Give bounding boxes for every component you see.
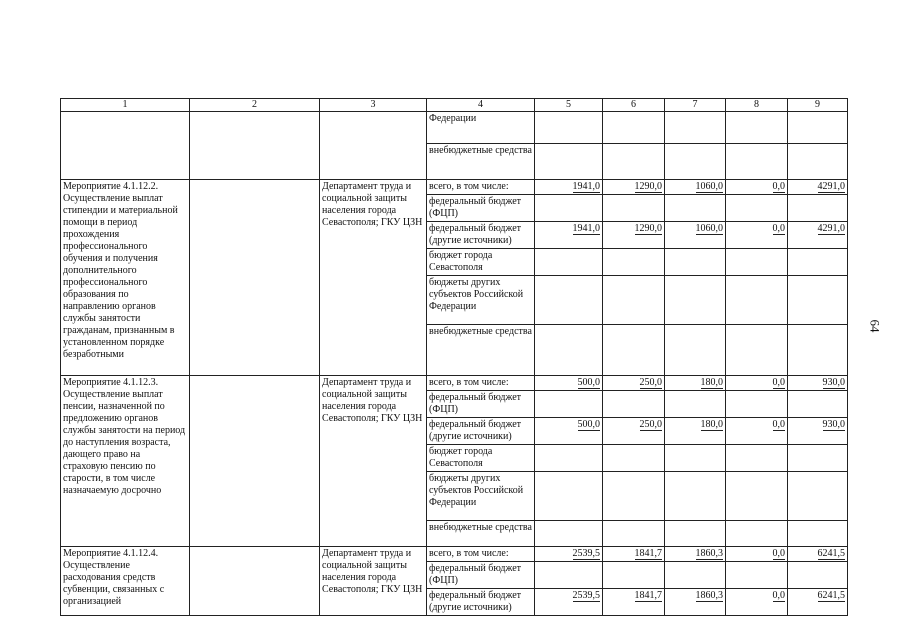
- value-cell: 180,0: [700, 419, 723, 430]
- funding-source: внебюджетные средства: [427, 521, 535, 547]
- funding-source: всего, в том числе:: [427, 547, 535, 562]
- measure-name: Мероприятие 4.1.12.3. Осуществление выплат пенсии, назначенной по предложению органов службы занятости на период до наступления возраста, дающего право на страховую пенсию по старости, в том числе назначаемую досрочно: [61, 376, 190, 547]
- value-cell: 1841,7: [634, 548, 662, 559]
- table-row: [61, 547, 848, 562]
- executor: Департамент труда и социальной защиты населения города Севастополя; ГКУ ЦЗН: [320, 376, 427, 547]
- value-cell: 930,0: [822, 419, 845, 430]
- funding-source: федеральный бюджет (ФЦП): [427, 562, 535, 589]
- empty-cell: [190, 547, 320, 616]
- value-cell: 0,0: [772, 590, 785, 601]
- column-header: 3: [320, 99, 427, 112]
- funding-source: внебюджетные средства: [427, 144, 535, 180]
- value-cell: 500,0: [577, 377, 600, 388]
- funding-source: федеральный бюджет (другие источники): [427, 418, 535, 445]
- table-row: [61, 180, 848, 195]
- value-cell: 1290,0: [634, 223, 662, 234]
- funding-source: внебюджетные средства: [427, 325, 535, 376]
- budget-table: [60, 98, 848, 616]
- value-cell: 2539,5: [572, 590, 600, 601]
- funding-source: федеральный бюджет (другие источники): [427, 222, 535, 249]
- header-row: [61, 99, 848, 112]
- column-header: 1: [61, 99, 190, 112]
- value-cell: 1060,0: [695, 181, 723, 192]
- table-row: [61, 376, 848, 391]
- value-cell: 250,0: [639, 419, 662, 430]
- value-cell: 250,0: [639, 377, 662, 388]
- column-header: 4: [427, 99, 535, 112]
- funding-source: федеральный бюджет (ФЦП): [427, 391, 535, 418]
- funding-source: федеральный бюджет (другие источники): [427, 589, 535, 616]
- value-cell: 0,0: [772, 419, 785, 430]
- value-cell: 0,0: [772, 181, 785, 192]
- funding-source: бюджеты других субъектов Российской Федерации: [427, 472, 535, 521]
- value-cell: 1941,0: [572, 181, 600, 192]
- executor: Департамент труда и социальной защиты населения города Севастополя; ГКУ ЦЗН: [320, 547, 427, 616]
- value-cell: 0,0: [772, 223, 785, 234]
- funding-source: всего, в том числе:: [427, 376, 535, 391]
- page-number: 64: [867, 319, 883, 333]
- value-cell: 4291,0: [817, 223, 845, 234]
- funding-source: федеральный бюджет (ФЦП): [427, 195, 535, 222]
- column-header: 9: [788, 99, 848, 112]
- value-cell: 180,0: [700, 377, 723, 388]
- funding-source: Федерации: [427, 112, 535, 144]
- empty-cell: [320, 112, 427, 180]
- value-cell: 1941,0: [572, 223, 600, 234]
- empty-cell: [61, 112, 190, 180]
- column-header: 5: [535, 99, 603, 112]
- column-header: 2: [190, 99, 320, 112]
- empty-cell: [190, 180, 320, 376]
- value-cell: 1060,0: [695, 223, 723, 234]
- table-row: [61, 112, 848, 144]
- value-cell: 1841,7: [634, 590, 662, 601]
- value-cell: 1290,0: [634, 181, 662, 192]
- measure-name: Мероприятие 4.1.12.4. Осуществление расходования средств субвенции, связанных с организацией: [61, 547, 190, 616]
- value-cell: 0,0: [772, 377, 785, 388]
- measure-name: Мероприятие 4.1.12.2. Осуществление выплат стипендии и материальной помощи в период прохождения профессионального обучения и получения дополнительного профессионального образования по направлению органов службы занятости гражданам, признанным в установленном порядке безработными: [61, 180, 190, 376]
- column-header: 7: [665, 99, 726, 112]
- executor: Департамент труда и социальной защиты населения города Севастополя; ГКУ ЦЗН: [320, 180, 427, 376]
- column-header: 8: [726, 99, 788, 112]
- value-cell: 930,0: [822, 377, 845, 388]
- funding-source: бюджет города Севастополя: [427, 445, 535, 472]
- value-cell: 2539,5: [572, 548, 600, 559]
- value-cell: 0,0: [772, 548, 785, 559]
- value-cell: 500,0: [577, 419, 600, 430]
- column-header: 6: [603, 99, 665, 112]
- funding-source: бюджет города Севастополя: [427, 249, 535, 276]
- funding-source: всего, в том числе:: [427, 180, 535, 195]
- empty-cell: [190, 112, 320, 180]
- funding-source: бюджеты других субъектов Российской Федерации: [427, 276, 535, 325]
- value-cell: 6241,5: [817, 590, 845, 601]
- value-cell: 1860,3: [695, 590, 723, 601]
- value-cell: 6241,5: [817, 548, 845, 559]
- empty-cell: [190, 376, 320, 547]
- value-cell: 1860,3: [695, 548, 723, 559]
- value-cell: 4291,0: [817, 181, 845, 192]
